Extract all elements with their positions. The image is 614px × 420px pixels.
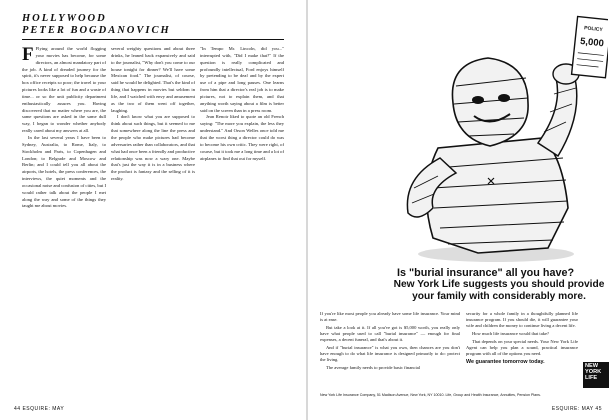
ad-copy-column-1 [320,311,460,373]
ad-copy-column-2 [466,311,578,366]
left-folio: 44 ESQUIRE: MAY [14,406,65,412]
right-page [308,0,614,420]
column-title: HOLLYWOOD [22,13,107,24]
left-page [0,0,306,420]
ad-paragraph: The average family needs to provide basic financial [326,365,421,371]
article-column-3 [200,46,284,394]
guarantee-slogan: We guarantee tomorrow today. [466,358,545,365]
policy-amount: 5,000 [579,35,605,50]
ad-paragraph: And if "burial insurance" is what you own, then chances are you don't have enough to do what life insurance is designed primarily to do: protect the living. [320,345,460,363]
article-column-2 [111,46,195,394]
byline: PETER BOGDANOVICH [22,25,171,36]
ad-headline-suggestion: New York Life suggests you should provide your family with considerably more. [393,279,605,302]
ad-paragraph: But take a look at it. If all you've got is $5,000 worth, you really only have what people used to call "burial insurance" — enough for final expenses, a decent funeral, and that's about it. [320,324,460,343]
article-paragraph: Flying around the world flogging your movies has become, for some directors, an almost mandatory part of the job. A kind of dreaded journey for the spirit, it's never supposed to help because the box office receipts so poor; the travel to your pictures looks like a lot of fun and a waste of time... or so the unit publicity department enthusiastically assures you. Having discovered that no matter where you are, the same questions are asked in the same dull way, I began to wonder whether anybody really cared about my answers at all. [22,46,106,134]
article-paragraph: several weighty questions and about three drinks, he leaned back expansively and said to the journalist, "Why don't you come to our house tonight for dinner? We'll have some Mexican food." The journalist, of course, said he would be delighted. That's the kind of thing that happens in movies but seldom in life, and I watched with envy and amusement as the two of them went off together, laughing. [111,46,195,113]
ad-paragraph: If you're like most people you already have some life insurance. Your mind is at ease. [320,311,460,323]
article-column-1 [22,46,106,394]
ad-headline-question: Is "burial insurance" all you have? [397,267,575,279]
policy-label: POLICY [583,25,603,34]
ad-paragraph: How much life insurance would that take? [472,331,550,337]
article-paragraph: "In Tempo Mr. Lincoln, did you..." interrupted with, "Did I make that?" If the question is really complicated and profoundly intellectual, Ford enjoys himself by pretending to be deaf and by the expert use of a pipe and long pauses. One learns from him that a director's real job is to make pictures, not to explain them, and that anything worth saying about a film is better said on the screen than in a press room. [200,46,284,113]
right-folio: ESQUIRE: MAY 45 [551,406,602,412]
article-paragraph: In the last several years I have been to Sydney, Australia, to Rome, Italy, to Stockholm and Paris, to Copenhagen and London; to Belgrade and Moscow and Berlin; and I could tell you all about the airports, the hotels, the press conferences, the interviews, the quiet moments and the occasional noise and confusion of cities, but I would rather talk about the people I met along the way and some of the things they taught me about movies. [22,134,106,209]
article-paragraph: Jean Renoir liked to quote an old French saying: "The more you explain, the less they understand." And Orson Welles once told me that the worst thing a director could do was to become his own critic. They were right, of course, but it took me a long time and a lot of airplanes to find that out for myself. [200,114,284,161]
ad-paragraph: That depends on your special needs. Your New York Life Agent can help you plan a sound, practical insurance program with all of the options you need. [466,338,578,357]
new-york-life-logo: NEW YORK LIFE [583,362,609,388]
drop-cap: F [22,46,34,65]
ad-paragraph: security for a whole family in a thoughtfully planned life insurance program. If you should die, it will guarantee your wife and children the money to continue living a decent life. [466,311,578,329]
mummy-illustration [378,8,608,263]
article-paragraph: I don't know what you are supposed to think about such things, but it seemed to me that somewhere along the line the press and the people who make pictures had become adversaries rather than collaborators, and that what had once been a friendly and productive relationship was now a wary one. Maybe that's just the way it is in a business where the product is fantasy and the selling of it is reality. [111,114,195,182]
ad-footnote: New York Life Insurance Company, 51 Madison Avenue, New York, NY 10010. Life, Group and Health Insurance, Annuities, Pension Plans. [320,393,541,397]
title-rule [22,39,284,40]
